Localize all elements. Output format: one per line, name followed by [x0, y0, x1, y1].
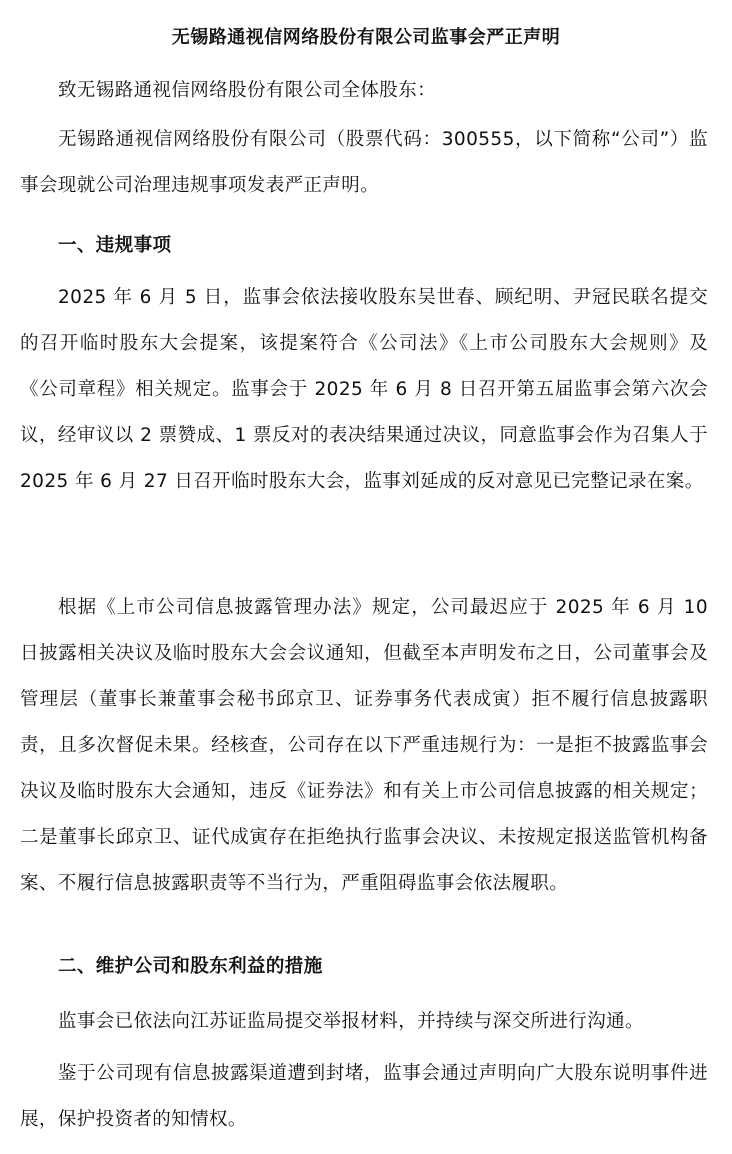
document-title: 无锡路通视信网络股份有限公司监事会严正声明	[171, 27, 561, 48]
salutation: 致无锡路通视信网络股份有限公司全体股东：	[58, 80, 437, 101]
section-1-heading: 一、违规事项	[58, 235, 172, 256]
intro-paragraph: 无锡路通视信网络股份有限公司（股票代码：300555，以下简称“公司”）监事会现就公司治理违规事项发表严正声明。	[20, 129, 708, 196]
section-1-paragraph-1: 2025 年 6 月 5 日，监事会依法接收股东吴世春、顾纪明、尹冠民联名提交的召开临时股东大会提案，该提案符合《公司法》《上市公司股东大会规则》及《公司章程》相关规定。监事会于 2025 年 6 月 8 日召开第五届监事会第六次会议，经审议以 2 票赞成、1 票反对的表决结果通过决议，同意监事会作为召集人于 2025 年 6 月 27 日召开临时股东大会，监事刘延成的反对意见已完整记录在案。	[20, 287, 708, 492]
section-2-paragraph-2: 鉴于公司现有信息披露渠道遭到封堵，监事会通过声明向广大股东说明事件进展，保护投资者的知情权。	[20, 1063, 708, 1130]
section-1-paragraph-2: 根据《上市公司信息披露管理办法》规定，公司最迟应于 2025 年 6 月 10 日披露相关决议及临时股东大会会议通知，但截至本声明发布之日，公司董事会及管理层（董事长兼董事会秘书邱京卫、证券事务代表成寅）拒不履行信息披露职责，且多次督促未果。经核查，公司存在以下严重违规行为：一是拒不披露监事会决议及临时股东大会通知，违反《证券法》和有关上市公司信息披露的相关规定；二是董事长邱京卫、证代成寅存在拒绝执行监事会决议、未按规定报送监管机构备案、不履行信息披露职责等不当行为，严重阻碍监事会依法履职。	[20, 597, 708, 894]
section-2-paragraph-1: 监事会已依法向江苏证监局提交举报材料，并持续与深交所进行沟通。	[58, 1011, 644, 1032]
section-2-heading: 二、维护公司和股东利益的措施	[58, 956, 323, 977]
